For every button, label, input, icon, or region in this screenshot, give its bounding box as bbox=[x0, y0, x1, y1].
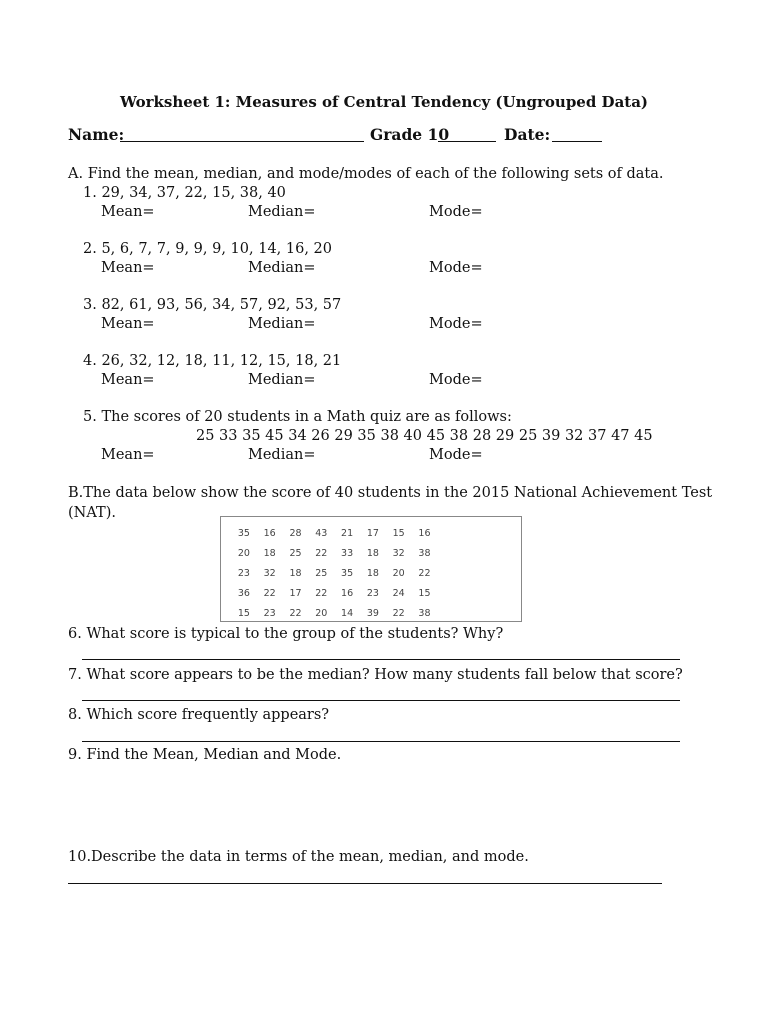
table-cell: 20 bbox=[237, 547, 250, 559]
table-cell: 22 bbox=[263, 587, 276, 599]
item-5-mean-label: Mean= bbox=[101, 447, 155, 463]
answer-line-10[interactable] bbox=[68, 883, 662, 884]
table-cell: 22 bbox=[418, 567, 431, 579]
item-1-mean-label: Mean= bbox=[101, 204, 155, 220]
table-cell: 39 bbox=[366, 607, 379, 619]
table-row bbox=[231, 603, 437, 623]
question-8: 8. Which score frequently appears? bbox=[68, 707, 330, 723]
answer-line-6[interactable] bbox=[82, 659, 680, 660]
table-cell: 22 bbox=[315, 587, 328, 599]
table-cell: 17 bbox=[366, 527, 379, 539]
table-cell: 22 bbox=[289, 607, 302, 619]
table-row bbox=[231, 523, 437, 543]
table-cell: 20 bbox=[315, 607, 328, 619]
item-5-median-label: Median= bbox=[248, 447, 316, 463]
question-9: 9. Find the Mean, Median and Mode. bbox=[68, 747, 342, 763]
worksheet-title: Worksheet 1: Measures of Central Tendency (Ungrouped Data) bbox=[119, 93, 649, 111]
table-cell: 16 bbox=[418, 527, 431, 539]
table-cell: 20 bbox=[392, 567, 405, 579]
section-b-intro: B.The data below show the score of 40 students in the 2015 National Achievement Test bbox=[68, 485, 713, 501]
item-4-mean-label: Mean= bbox=[101, 372, 155, 388]
answer-line-7[interactable] bbox=[82, 700, 680, 701]
item-3-median-label: Median= bbox=[248, 316, 316, 332]
section-a-instruction: A. Find the mean, median, and mode/modes of each of the following sets of data. bbox=[68, 166, 664, 182]
table-cell: 23 bbox=[263, 607, 276, 619]
item-1-mode-label: Mode= bbox=[429, 204, 483, 220]
table-cell: 23 bbox=[366, 587, 379, 599]
grade-label: Grade 10 bbox=[370, 125, 450, 144]
item-5-mode-label: Mode= bbox=[429, 447, 483, 463]
name-blank[interactable] bbox=[120, 141, 364, 142]
table-cell: 32 bbox=[392, 547, 405, 559]
item-5-scores: 25 33 35 45 34 26 29 35 38 40 45 38 28 29 25 39 32 37 47 45 bbox=[196, 428, 653, 444]
item-3-mean-label: Mean= bbox=[101, 316, 155, 332]
nat-score-table bbox=[220, 516, 522, 622]
question-10: 10.Describe the data in terms of the mean, median, and mode. bbox=[68, 849, 529, 865]
table-cell: 32 bbox=[263, 567, 276, 579]
table-cell: 16 bbox=[263, 527, 276, 539]
grade-blank[interactable] bbox=[438, 141, 496, 142]
name-label: Name: bbox=[68, 125, 125, 144]
item-3-mode-label: Mode= bbox=[429, 316, 483, 332]
item-4-data: 4. 26, 32, 12, 18, 11, 12, 15, 18, 21 bbox=[83, 353, 342, 369]
table-cell: 36 bbox=[237, 587, 250, 599]
table-cell: 28 bbox=[289, 527, 302, 539]
table-row bbox=[231, 563, 437, 583]
table-cell: 14 bbox=[341, 607, 354, 619]
section-b-intro-cont: (NAT). bbox=[68, 505, 116, 521]
item-5-prompt: 5. The scores of 20 students in a Math quiz are as follows: bbox=[83, 409, 512, 425]
table-cell: 15 bbox=[392, 527, 405, 539]
table-cell: 22 bbox=[315, 547, 328, 559]
question-7: 7. What score appears to be the median? How many students fall below that score? bbox=[68, 667, 683, 683]
table-cell: 38 bbox=[418, 547, 431, 559]
table-cell: 21 bbox=[341, 527, 354, 539]
table-cell: 18 bbox=[263, 547, 276, 559]
table-cell: 22 bbox=[392, 607, 405, 619]
table-row bbox=[231, 583, 437, 603]
date-blank[interactable] bbox=[552, 141, 602, 142]
item-4-mode-label: Mode= bbox=[429, 372, 483, 388]
item-2-median-label: Median= bbox=[248, 260, 316, 276]
item-3-data: 3. 82, 61, 93, 56, 34, 57, 92, 53, 57 bbox=[83, 297, 342, 313]
table-cell: 25 bbox=[289, 547, 302, 559]
table-cell: 43 bbox=[315, 527, 328, 539]
table-cell: 15 bbox=[418, 587, 431, 599]
item-1-data: 1. 29, 34, 37, 22, 15, 38, 40 bbox=[83, 185, 286, 201]
table-cell: 16 bbox=[341, 587, 354, 599]
item-2-mean-label: Mean= bbox=[101, 260, 155, 276]
item-2-data: 2. 5, 6, 7, 7, 9, 9, 9, 10, 14, 16, 20 bbox=[83, 241, 333, 257]
table-cell: 38 bbox=[418, 607, 431, 619]
table-cell: 25 bbox=[315, 567, 328, 579]
table-cell: 24 bbox=[392, 587, 405, 599]
table-cell: 18 bbox=[366, 567, 379, 579]
answer-line-8[interactable] bbox=[82, 741, 680, 742]
table-cell: 15 bbox=[237, 607, 250, 619]
table-cell: 35 bbox=[237, 527, 250, 539]
table-cell: 33 bbox=[341, 547, 354, 559]
table-cell: 18 bbox=[289, 567, 302, 579]
table-cell: 18 bbox=[366, 547, 379, 559]
question-6: 6. What score is typical to the group of the students? Why? bbox=[68, 626, 504, 642]
table-cell: 35 bbox=[341, 567, 354, 579]
table-row bbox=[231, 543, 437, 563]
date-label: Date: bbox=[504, 125, 551, 144]
table-cell: 17 bbox=[289, 587, 302, 599]
table-cell: 23 bbox=[237, 567, 250, 579]
item-4-median-label: Median= bbox=[248, 372, 316, 388]
item-1-median-label: Median= bbox=[248, 204, 316, 220]
item-2-mode-label: Mode= bbox=[429, 260, 483, 276]
